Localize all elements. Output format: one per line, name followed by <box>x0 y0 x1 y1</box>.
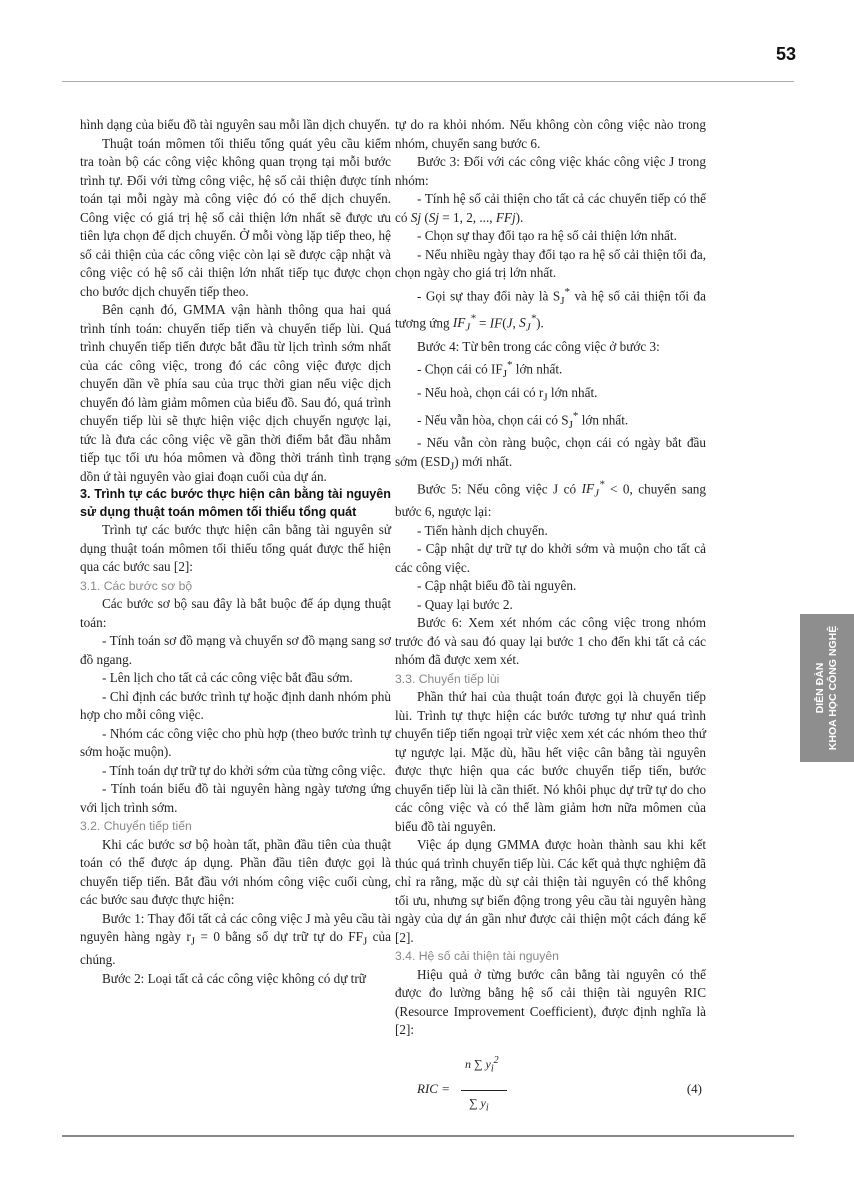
paragraph: Bước 2: Loại tất cả các công việc không có dự trữ <box>102 970 366 986</box>
list-item: - Chỉ định các bước trình tự hoặc định danh nhóm phù hợp cho mỗi công việc. <box>80 688 391 722</box>
paragraph: Bước 4: Từ bên trong các công việc ở bước 3: <box>417 338 660 354</box>
list-item: - Chọn sự thay đổi tạo ra hệ số cải thiện lớn nhất. <box>417 228 677 243</box>
subsection-heading: 3.2. Chuyển tiếp tiến <box>80 819 192 833</box>
paragraph: Hiệu quả ở từng bước cân bằng tài nguyên có thể được đo lường bằng hệ số cải thiện tài nguyên RIC (Resource Improvement Coefficient), được định nghĩa là [2]: <box>395 966 706 1038</box>
paragraph: Khi các bước sơ bộ hoàn tất, phần đầu tiên của thuật toán có thể được áp dụng. Phần đầu tiên được gọi là chuyển tiếp tiến. Bắt đầu với nhóm công việc cuối cùng, các bước sau được thực hiện: <box>80 836 391 907</box>
section-tab-line1: DIỄN ĐÀN <box>814 662 826 714</box>
footer-rule <box>62 1135 794 1137</box>
equation-lhs: RIC = <box>417 1080 450 1096</box>
section-tab-label <box>814 626 840 750</box>
right-column <box>395 116 706 1136</box>
list-item: - Nếu hoà, chọn cái có $r_J$ lớn nhất. <box>417 384 598 404</box>
subsection-heading: 3.1. Các bước sơ bộ <box>80 578 193 593</box>
paragraph: Bước 3: Đối với các công việc khác công việc J trong nhóm: <box>395 154 706 188</box>
paragraph: Việc áp dụng GMMA được hoàn thành sau khi kết thúc quá trình chuyển tiếp lùi. Các kết quả thực nghiệm đã chỉ ra rằng, mặc dù sự cải thiện tài nguyên có thể không tối ưu, nhưng sự biến động trong yêu cầu tài nguyên hàng ngày của dự án gần như được cải thiện một cách đáng kể [2]. <box>395 837 706 945</box>
equation-number: (4) <box>686 1080 702 1096</box>
paragraph: Thuật toán mômen tối thiểu tổng quát yêu cầu kiểm tra toàn bộ các công việc không quan trọng tại mỗi bước trình tự. Đối với từng công việc, hệ số cải thiện được tính toán tại mỗi ngày mà công việc đó có thể dịch chuyển. Công việc có giá trị hệ số cải thiện lớn nhất sẽ được ưu tiên lựa chọn để dịch chuyển. Ở mỗi vòng lặp tiếp theo, hệ số cải thiện của các công việc còn lại sẽ được cập nhật và công việc có hệ số cải thiện lớn nhất tiếp tục được chọn cho bước dịch chuyển tiếp theo. <box>80 135 391 299</box>
header-rule <box>62 81 794 82</box>
equation-numerator: n ∑ $y_i^2$ <box>465 1054 499 1075</box>
subsection-heading: 3.3. Chuyển tiếp lùi <box>395 671 500 686</box>
list-item: - Gọi sự thay đổi này là $S_J^*$ và hệ số cải thiện tối đa tương ứng $IF_J^* = IF(J$, $S_J^*$). <box>395 285 707 335</box>
list-item: - Nếu vẫn còn ràng buộc, chọn cái có ngày bắt đầu sớm $(ESD_J)$ mới nhất. <box>395 435 706 473</box>
paragraph: Các bước sơ bộ sau đây là bắt buộc để áp dụng thuật toán: <box>80 596 391 630</box>
list-item: - Chọn cái có $IF_J^*$ lớn nhất. <box>417 359 563 381</box>
section-heading: 3. Trình tự các bước thực hiện cân bằng tài nguyên sử dụng thuật toán mômen tối thiểu tổng quát <box>80 487 391 519</box>
page-number: 53 <box>775 44 796 64</box>
list-item: - Quay lại bước 2. <box>417 596 513 612</box>
list-item: - Nhóm các công việc cho phù hợp (theo bước trình tự sớm hoặc muộn). <box>80 725 391 759</box>
paragraph: tự do ra khỏi nhóm. Nếu không còn công việc nào trong nhóm, chuyển sang bước 6. <box>395 117 706 151</box>
paragraph: Bước 5: Nếu công việc J có $IF_J^* < 0$, chuyển sang bước 6, ngược lại: <box>395 478 706 520</box>
paragraph: Bước 1: Thay đổi tất cả các công việc J mà yêu cầu tài nguyên hàng ngày $r_J = 0$ bằng số dự trữ tự do $FF_J$ của chúng. <box>80 910 391 968</box>
list-item: - Tính toán dự trữ tự do khởi sớm của từng công việc. <box>102 762 386 778</box>
equation-ric <box>395 1046 706 1136</box>
list-item: - Tính hệ số cải thiện cho tất cả các chuyển tiếp có thể có Sj (Sj = 1, 2, ..., FFj). <box>395 191 706 225</box>
paragraph: hình dạng của biểu đồ tài nguyên sau mỗi lần dịch chuyển. <box>80 117 390 132</box>
paragraph: Phần thứ hai của thuật toán được gọi là chuyển tiếp lùi. Trình tự thực hiện các bước tương tự như quá trình chuyển tiếp tiến ngoại trừ việc xem xét các nhóm theo thứ tự ngược lại. Mặc dù, hầu hết việc cân bằng tài nguyên được thực hiện qua các bước chuyển tiếp tiến, bước chuyển tiếp lùi là cần thiết. Nó khôi phục dự trữ tự do cho các công việc và có thể làm giảm hơn nữa mômen của biểu đồ tài nguyên. <box>395 689 706 834</box>
list-item: - Cập nhật biểu đồ tài nguyên. <box>417 578 577 594</box>
fraction-bar <box>461 1090 507 1091</box>
subsection-heading: 3.4. Hệ số cải thiện tài nguyên <box>395 949 559 964</box>
paragraph: Bước 6: Xem xét nhóm các công việc trong nhóm trước đó và sau đó quay lại bước 1 cho đến khi tất cả các nhóm đã được xem xét. <box>395 615 706 668</box>
list-item: - Tiến hành dịch chuyển. <box>417 522 548 538</box>
list-item: - Nếu nhiều ngày thay đổi tạo ra hệ số cải thiện tối đa, chọn ngày cho giá trị lớn nhất. <box>395 246 706 280</box>
paragraph: Bên cạnh đó, GMMA vận hành thông qua hai quá trình tính toán: chuyển tiếp tiến và chuyển tiếp lùi. Quá trình chuyển tiếp tiến được bắt đầu từ lịch trình sớm nhất của các công việc, trong đó các công việc được dịch chuyển dần về phía sau của trục thời gian nếu việc dịch chuyển đó làm giảm mômen của biểu đồ. Sau đó, quá trình chuyển tiếp lùi sẽ thực hiện việc dịch chuyển ngược lại, tức là đưa các công việc về gần thời điểm bắt đầu nhằm tiếp tục tối ưu hóa mômen và đồng thời tránh tình trạng dồn ứ tài nguyên vào giai đoạn cuối của dự án. <box>80 302 391 484</box>
equation-denominator: ∑ $y_i$ <box>469 1095 489 1114</box>
list-item: - Nếu vẫn hòa, chọn cái có $S_J^*$ lớn nhất. <box>417 409 629 431</box>
list-item: - Cập nhật dự trữ tự do khởi sớm và muộn cho tất cả các công việc. <box>395 541 706 575</box>
list-item: - Tính toán sơ đồ mạng và chuyển sơ đồ mạng sang sơ đồ ngang. <box>80 633 391 667</box>
left-column <box>80 116 391 988</box>
paragraph: Trình tự các bước thực hiện cân bằng tài nguyên sử dụng thuật toán mômen tối thiểu tổng quát được thể hiện qua các bước sau [2]: <box>80 522 391 574</box>
section-tab-line2: KHOA HỌC CÔNG NGHỆ <box>827 625 839 751</box>
list-item: - Tính toán biểu đồ tài nguyên hàng ngày tương ứng với lịch trình sớm. <box>80 781 391 815</box>
list-item: - Lên lịch cho tất cả các công việc bắt đầu sớm. <box>102 670 353 685</box>
